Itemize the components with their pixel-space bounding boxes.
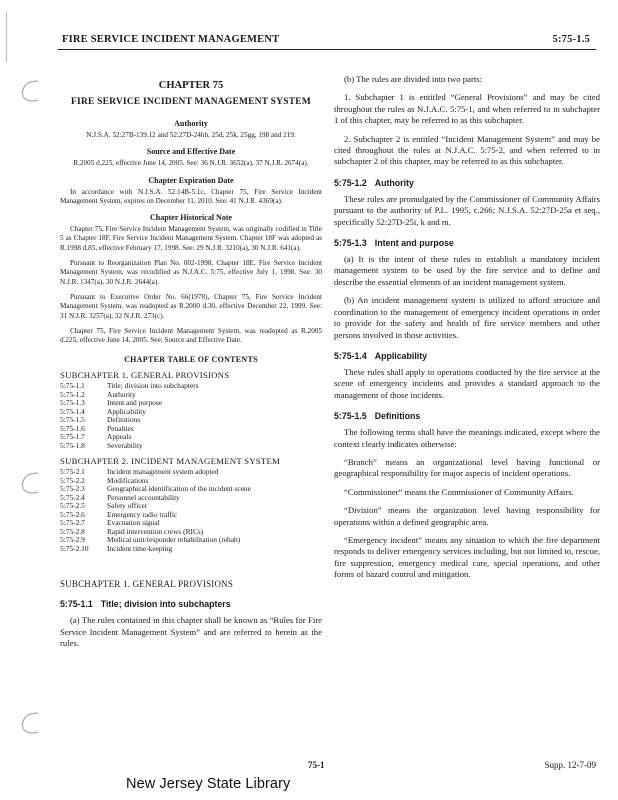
- toc-section-number: 5:75-2.4: [60, 492, 85, 502]
- toc-row: [60, 468, 322, 477]
- toc-row: [60, 416, 322, 425]
- toc-section-title: Title; division into subchapters: [107, 381, 199, 391]
- toc-section-title: Safety officer: [107, 501, 148, 511]
- toc-section-title: Severability: [107, 440, 143, 450]
- section-paragraph: (b) An incident management system is utilized to afford structure and coordination to the management of emergency incident operations in order to provide for the safety and health of fire service members and other persons involved in those activities.: [334, 295, 600, 340]
- chapter-title: CHAPTER 75: [158, 80, 224, 91]
- toc-section-title: Modifications: [107, 475, 149, 485]
- toc-section-title: Incident time-keeping: [107, 543, 173, 553]
- toc-section-title: Intent and purpose: [107, 398, 163, 408]
- section-number: 5:75-1.3: [334, 238, 367, 249]
- toc-list-subchapter-2: [60, 468, 322, 553]
- toc-row: [60, 502, 322, 511]
- toc-subchapter-title: SUBCHAPTER 1. GENERAL PROVISIONS: [60, 370, 230, 381]
- toc-section-number: 5:75-2.8: [60, 526, 85, 536]
- source-heading: Source and Effective Date: [146, 147, 236, 157]
- section-paragraph: These rules are promulgated by the Commissioner of Community Affairs pursuant to the authority of P.L. 1995, c.266; N.J.S.A. 52:27D-25a et seq., specifically 52:27D-25i, k and m.: [334, 193, 600, 227]
- toc-section-title: Rapid intervention crews (RICs): [107, 526, 204, 536]
- punch-hole-mark: [18, 78, 44, 104]
- toc-row: [60, 485, 322, 494]
- right-column: [334, 74, 600, 588]
- running-header-title: FIRE SERVICE INCIDENT MANAGEMENT: [62, 34, 280, 45]
- toc-section-number: 5:75-2.2: [60, 475, 85, 485]
- toc-section-number: 5:75-1.6: [60, 423, 85, 433]
- toc-section-title: Geographical identification of the incident scene: [107, 484, 251, 494]
- intro-paragraph: 2. Subchapter 2 is entitled “Incident Management System” and may be cited throughout the rules at N.J.A.C. 5:75-2, and when referred to in subchapter 2 of this chapter, may be referred to as this subchapter.: [334, 133, 600, 167]
- expiration-heading: Chapter Expiration Date: [148, 175, 234, 185]
- section-title: Definitions: [374, 411, 421, 422]
- toc-section-number: 5:75-2.7: [60, 518, 85, 528]
- left-column: [60, 74, 322, 657]
- section-paragraph: The following terms shall have the meanings indicated, except where the context clearly indicates otherwise:: [334, 427, 600, 449]
- toc-section-number: 5:75-2.9: [60, 535, 85, 545]
- authority-text: N.J.S.A. 52:27B-139.12 and 52:27D-24hh, 25d, 25k, 25gg, 198 and 219.: [86, 131, 296, 139]
- toc-row: [60, 433, 322, 442]
- section-number: 5:75-1.2: [334, 177, 367, 188]
- section-paragraph: (a) The rules contained in this chapter shall be known as “Rules for Fire Service Incident Management System” and are referred to herein as the rules.: [60, 615, 322, 649]
- section-heading: [60, 599, 322, 609]
- historical-note-para: Chapter 75, Fire Service Incident Management System, was originally codified in Title 5 as Chapter 18F, Fire Service Incident Management System. Chapter 18F was adopted as R.1998 d.85, effective February 17, 1998. See: 29 N.J.R. 3210(a), 30 N.J.R. 641(a).: [60, 225, 322, 252]
- toc-subchapter-title: SUBCHAPTER 2. INCIDENT MANAGEMENT SYSTEM: [60, 456, 281, 467]
- toc-row: [60, 442, 322, 451]
- toc-section-number: 5:75-1.7: [60, 432, 85, 442]
- section-number: 5:75-1.1: [60, 599, 93, 610]
- intro-paragraph: 1. Subchapter 1 is entitled “General Provisions” and may be cited throughout the rules as N.J.A.C. 5:75-1, and when referred to in subchapter 1 of this chapter, may be referred to as this subchapter.: [334, 92, 600, 126]
- header-rule: [58, 49, 596, 50]
- running-header-section: 5:75-1.5: [552, 34, 590, 45]
- section-title: Title; division into subchapters: [100, 599, 231, 610]
- definition-paragraph: “Emergency incident” means any situation to which the fire department responds to deliver emergency services including, but not limited to, rescue, fire suppression, emergency medical care, special operations, and other forms of hazard control and mitigation.: [334, 534, 600, 580]
- toc-section-number: 5:75-1.1: [60, 381, 85, 391]
- section-heading: [334, 411, 600, 421]
- historical-note-para: Pursuant to Executive Order No. 66(1978), Chapter 75, Fire Service Incident Management System, was readopted as R.2000 d.30, effective December 22, 1999. See: 31 N.J.R. 3257(a), 32 N.J.R. 273(c).: [60, 292, 322, 320]
- toc-section-title: Applicability: [107, 406, 146, 416]
- chapter-name: FIRE SERVICE INCIDENT MANAGEMENT SYSTEM: [71, 97, 311, 107]
- toc-section-number: 5:75-1.8: [60, 440, 85, 450]
- toc-row: [60, 545, 322, 554]
- intro-paragraph: (b) The rules are divided into two parts:: [344, 74, 483, 84]
- section-heading: [334, 238, 600, 248]
- definition-paragraph: “Division” means the organization level having responsibility for operations within a defined geographic area.: [334, 505, 600, 527]
- toc-row: [60, 382, 322, 391]
- supplement-date: Supp. 12-7-09: [544, 760, 596, 770]
- toc-section-number: 5:75-2.1: [60, 467, 85, 477]
- section-heading: [334, 178, 600, 188]
- section-paragraph: These rules shall apply to operations conducted by the fire service at the scene of emergency incidents and provides a standard approach to the management of those incidents.: [334, 366, 600, 400]
- source-text: R.2005 d.225, effective June 14, 2005. See: 36 N.J.R. 3652(a), 37 N.J.R. 2674(a).: [73, 159, 309, 168]
- library-stamp: New Jersey State Library: [126, 776, 291, 792]
- section-number: 5:75-1.5: [334, 411, 367, 422]
- toc-section-number: 5:75-1.5: [60, 415, 85, 425]
- toc-row: [60, 408, 322, 417]
- historical-note-heading: Chapter Historical Note: [149, 213, 233, 223]
- authority-heading: Authority: [174, 119, 208, 128]
- toc-section-title: Penalties: [107, 423, 134, 433]
- subchapter-1-heading: SUBCHAPTER 1. GENERAL PROVISIONS: [60, 579, 234, 590]
- toc-section-title: Incident management system adopted: [107, 467, 219, 477]
- toc-section-number: 5:75-2.10: [60, 543, 89, 553]
- section-paragraph: (a) It is the intent of these rules to establish a mandatory incident management system to be used by the fire service and to define and describe the essential elements of an incident management system.: [334, 254, 600, 287]
- toc-row: [60, 511, 322, 520]
- toc-section-title: Medical unit/responder rehabilitation (rehab): [107, 535, 241, 545]
- toc-section-number: 5:75-2.6: [60, 509, 85, 519]
- expiration-text: In accordance with N.J.S.A. 52:14B-5.1c, Chapter 75, Fire Service Incident Management System, expires on December 11, 2010. See: 41 N.J.R. 4369(a).: [60, 187, 322, 205]
- toc-section-title: Evacuation signal: [107, 518, 160, 528]
- toc-section-number: 5:75-1.3: [60, 398, 85, 408]
- toc-section-title: Personnel accountability: [107, 492, 180, 502]
- page-edge-mark: [6, 12, 7, 62]
- section-title: Authority: [374, 177, 414, 188]
- definition-paragraph: “Branch” means an organizational level having functional or geographical responsibility for major aspects of incident operations.: [334, 456, 600, 479]
- section-heading: [334, 351, 600, 361]
- toc-section-title: Definitions: [107, 415, 141, 425]
- toc-section-number: 5:75-1.4: [60, 406, 85, 416]
- toc-section-number: 5:75-1.2: [60, 389, 85, 399]
- punch-hole-mark: [18, 470, 44, 496]
- definition-paragraph: “Commissioner” means the Commissioner of Community Affairs.: [344, 486, 574, 497]
- punch-hole-mark: [18, 710, 44, 736]
- toc-section-number: 5:75-2.3: [60, 484, 85, 494]
- section-number: 5:75-1.4: [334, 350, 367, 361]
- toc-section-number: 5:75-2.5: [60, 501, 85, 511]
- historical-note-para: Chapter 75, Fire Service Incident Management System, was readopted as R.2005 d.225, effective June 14, 2005. See: Source and Effective Date.: [60, 326, 322, 345]
- toc-row: [60, 391, 322, 400]
- toc-section-title: Appeals: [107, 432, 132, 442]
- toc-row: [60, 536, 322, 545]
- toc-list-subchapter-1: [60, 382, 322, 450]
- section-title: Applicability: [374, 350, 428, 361]
- toc-section-title: Authority: [107, 389, 136, 399]
- toc-row: [60, 399, 322, 408]
- page-number: 75-1: [308, 760, 325, 770]
- toc-section-title: Emergency radio traffic: [107, 509, 178, 519]
- section-title: Intent and purpose: [374, 238, 454, 249]
- toc-heading: CHAPTER TABLE OF CONTENTS: [124, 355, 258, 365]
- historical-note-para: Pursuant to Reorganization Plan No. 002-1998, Chapter 18E, Fire Service Incident Management System, was recodified as N.J.A.C. 5:75, effective July 1, 1998. See: 30 N.J.R. 1347(a), 30 N.J.R. 2644(a).: [60, 259, 322, 286]
- toc-row: [60, 494, 322, 503]
- toc-row: [60, 425, 322, 434]
